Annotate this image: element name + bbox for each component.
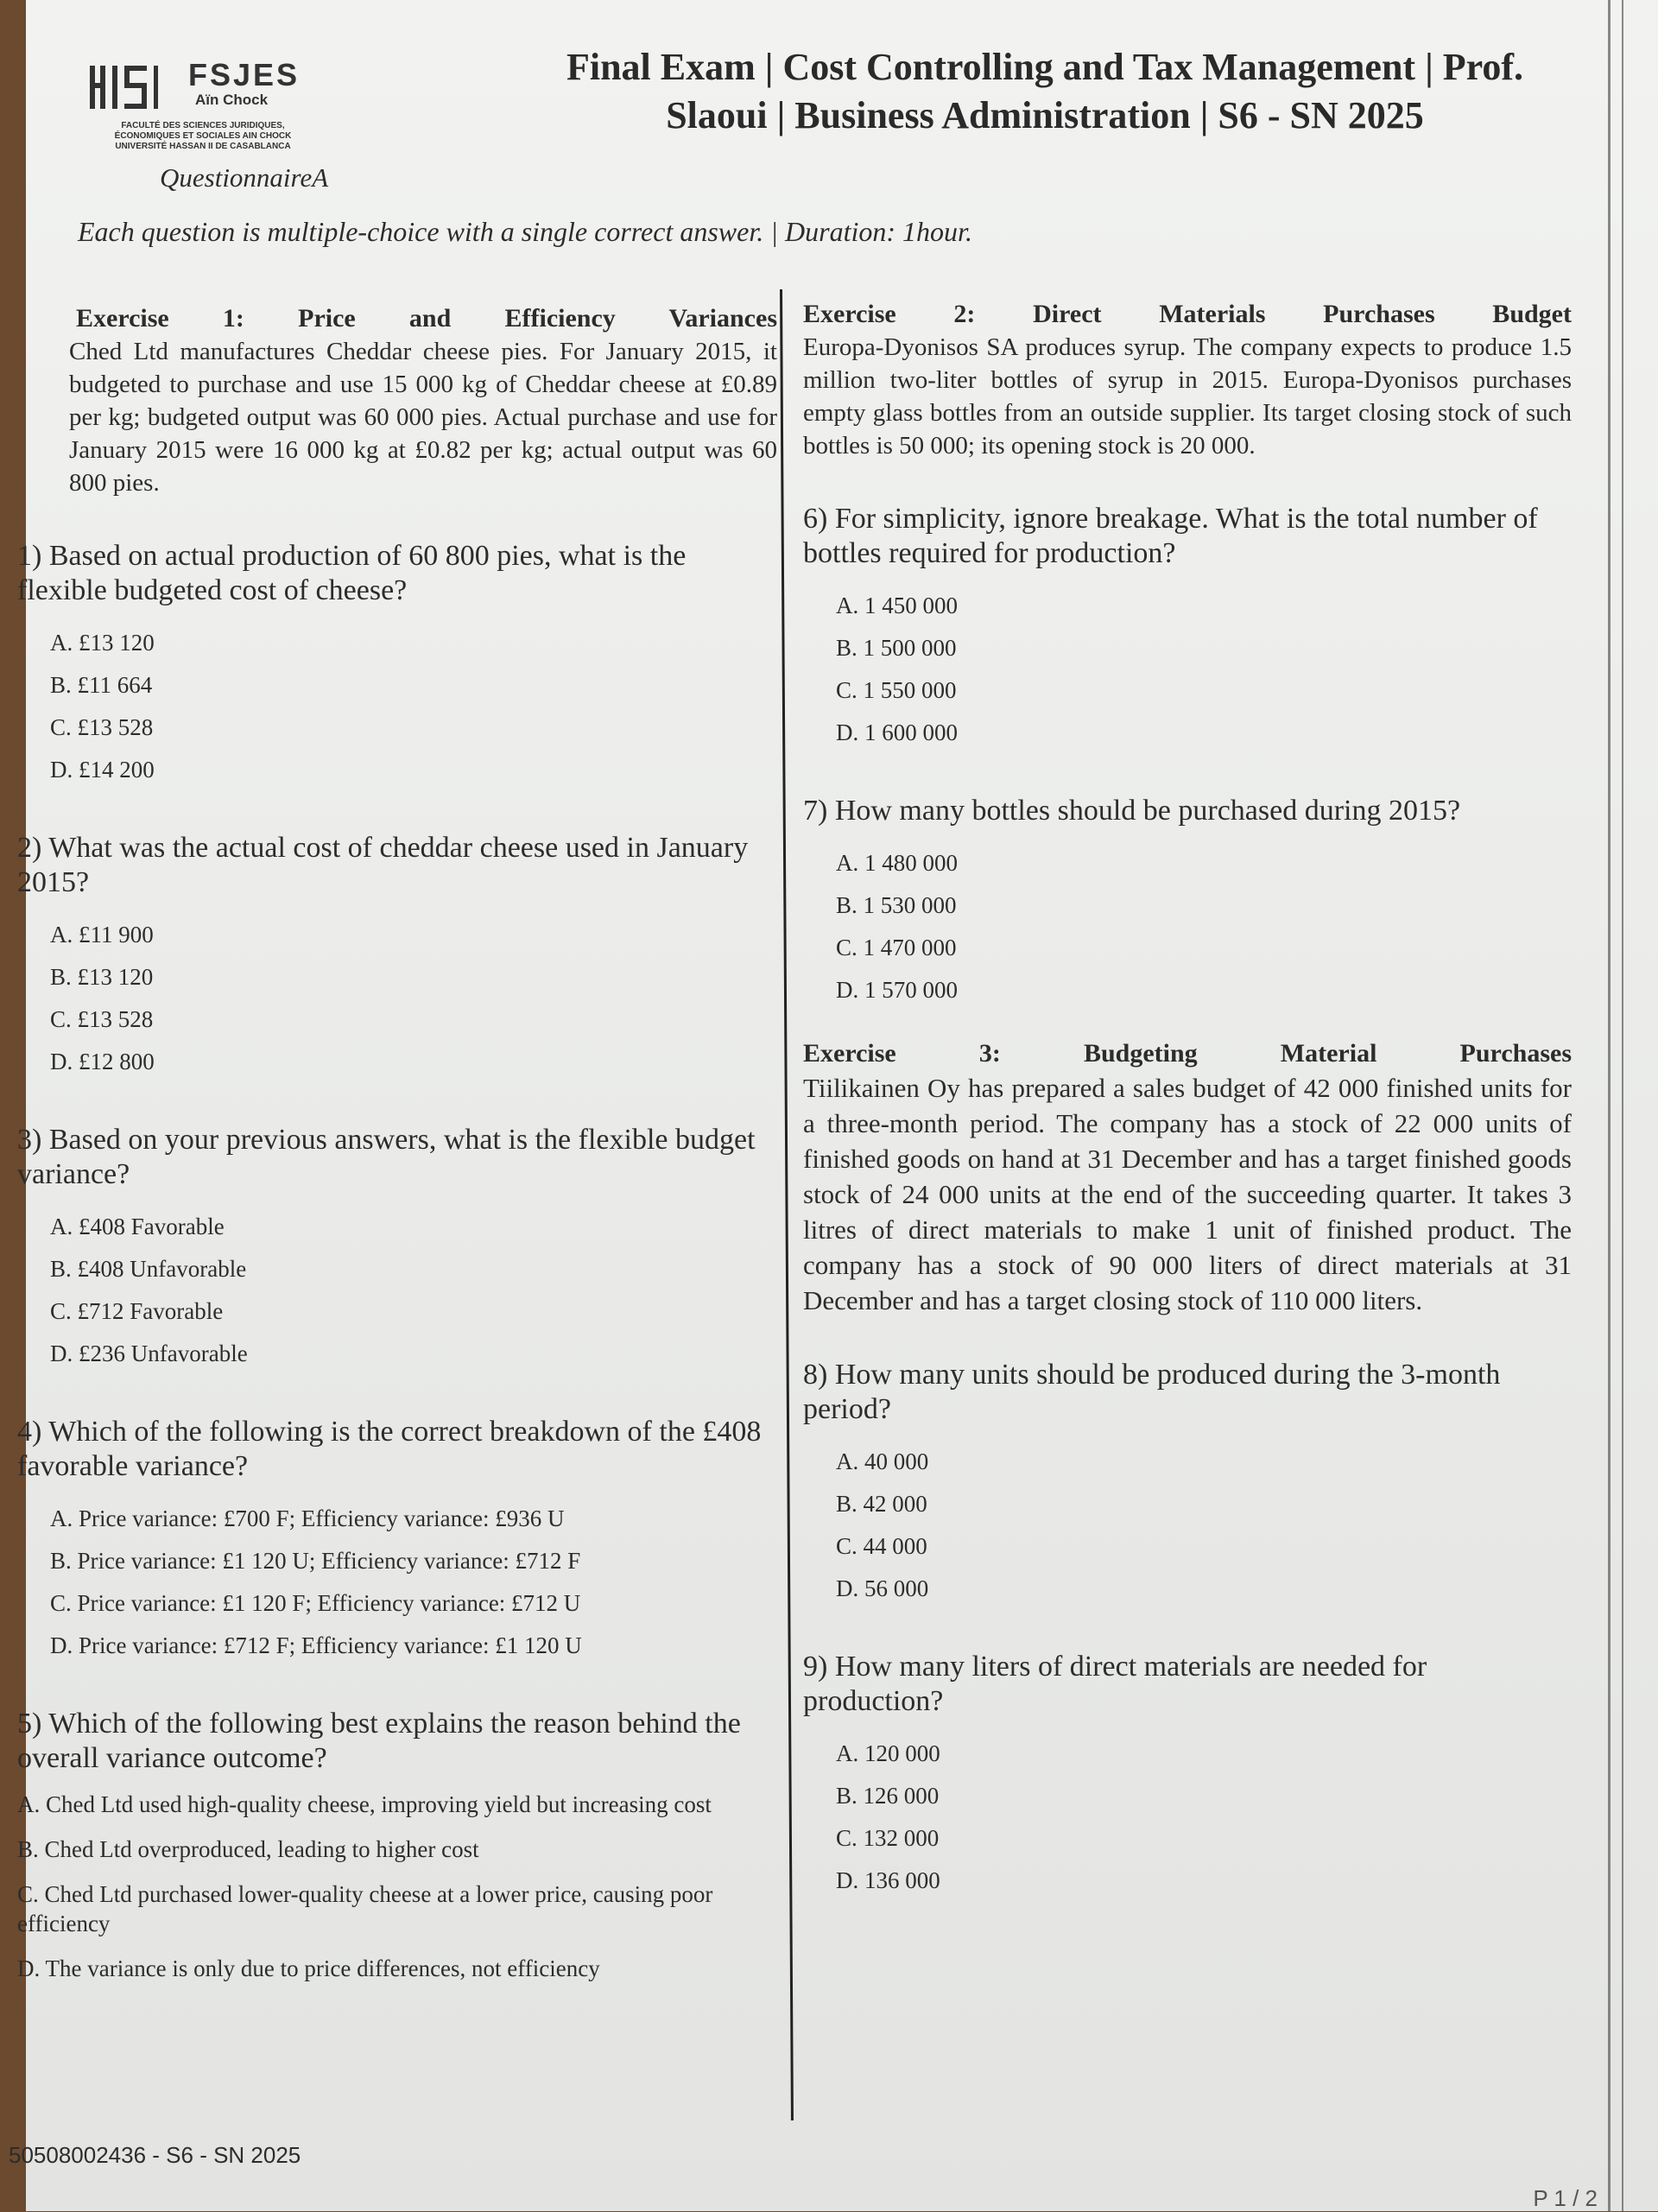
answer-option[interactable]: B. 42 000 [836,1491,927,1517]
question-text: 8) How many units should be produced during the 3-month period? [803,1359,1501,1425]
question-text: 7) How many bottles should be purchased during 2015? [803,795,1461,827]
logo-line: UNIVERSITÉ HASSAN II DE CASABLANCA [115,142,291,151]
answer-option[interactable]: A. 120 000 [836,1740,940,1766]
answer-option[interactable]: B. Ched Ltd overproduced, leading to higher cost [17,1836,479,1862]
answer-option[interactable]: D. Price variance: £712 F; Efficiency variance: £1 120 U [50,1632,582,1658]
exam-title [449,43,1641,140]
answer-option[interactable]: A. 1 480 000 [836,850,958,876]
answer-options [17,1498,777,1667]
answer-options [17,1790,777,1983]
answer-option[interactable]: C. 1 470 000 [836,935,957,960]
page-edge-line [1608,0,1611,2211]
question-text: 3) Based on your previous answers, what is the flexible budget variance? [17,1124,756,1190]
answer-option[interactable]: C. £712 Favorable [50,1298,224,1324]
answer-option[interactable]: B. 1 500 000 [836,635,957,661]
answer-option[interactable]: C. 1 550 000 [836,677,957,703]
question-list [17,539,777,1983]
exercise-text: Tiilikainen Oy has prepared a sales budget of 42 000 finished units for a three-month period. The company has a stock of 22 000 units of finished goods on hand at 31 December and has a target finished goods stock of 24 000 units at the end of the succeeding quarter. It takes 3 litres of direct materials to make 1 unit of finished product. The company has a stock of 90 000 liters of direct materials at 31 December and has a target closing stock of 110 000 liters. [803,1073,1572,1315]
answer-option[interactable]: D. £236 Unfavorable [50,1341,248,1366]
answer-options [803,1441,1572,1610]
answer-option[interactable]: A. 40 000 [836,1448,929,1474]
answer-option[interactable]: C. Price variance: £1 120 F; Efficiency variance: £712 U [50,1590,581,1616]
answer-option[interactable]: D. £14 200 [50,757,155,783]
question-text: 1) Based on actual production of 60 800 pies, what is the flexible budgeted cost of cheese? [17,540,687,606]
instructions: Each question is multiple-choice with a single correct answer. | Duration: 1hour. [78,216,972,247]
title-line: Slaoui | Business Administration | S6 - SN 2025 [666,94,1424,136]
answer-option[interactable]: D. £12 800 [50,1049,155,1074]
exam-code: 50508002436 - S6 - SN 2025 [9,2142,301,2168]
answer-option[interactable]: C. £13 528 [50,1006,154,1032]
page-number: P 1 / 2 [1533,2185,1598,2211]
question-text: 6) For simplicity, ignore breakage. What is the total number of bottles required for production? [803,503,1538,569]
faculty-logo [86,59,345,152]
questionnaire-label: QuestionnaireA [160,162,329,193]
answer-option[interactable]: A. Price variance: £700 F; Efficiency variance: £936 U [50,1505,565,1531]
exam-header [86,43,1623,199]
answer-option[interactable]: D. 1 600 000 [836,719,958,745]
answer-option[interactable]: A. 1 450 000 [836,593,958,618]
logo-line: ÉCONOMIQUES ET SOCIALES AIN CHOCK [114,131,292,141]
answer-options [17,1206,777,1375]
fsjes-emblem-icon [86,59,181,119]
logo-line: FACULTÉ DES SCIENCES JURIDIQUES, [121,121,285,130]
answer-option[interactable]: A. £13 120 [50,630,155,656]
answer-option[interactable]: D. 136 000 [836,1867,940,1893]
answer-option[interactable]: B. £408 Unfavorable [50,1256,247,1282]
answer-option[interactable]: D. 56 000 [836,1575,929,1601]
answer-option[interactable]: C. 44 000 [836,1533,927,1559]
logo-subtitle: Aïn Chock [195,92,269,108]
answer-option[interactable]: A. £11 900 [50,922,154,948]
exercise-title: Exercise 1: Price and Efficiency Variances [76,304,777,333]
answer-option[interactable]: C. 132 000 [836,1825,940,1851]
answer-options [803,1733,1572,1902]
exercise-text: Ched Ltd manufactures Cheddar cheese pies. For January 2015, it budgeted to purchase and use 15 000 kg of Cheddar cheese at £0.89 per kg; budgeted output was 60 000 pies. Actual purchase and use for January 2015 were 16 000 kg at £0.82 per kg; actual output was 60 800 pies. [69,338,777,497]
answer-option[interactable]: A. £408 Favorable [50,1214,225,1239]
answer-options [803,585,1572,754]
right-column [803,298,1572,1902]
answer-options [17,622,777,791]
title-line: Final Exam | Cost Controlling and Tax Management | Prof. [566,46,1524,88]
answer-option[interactable]: D. 1 570 000 [836,977,958,1003]
exercise-title: Exercise 3: Budgeting Material Purchases [803,1039,1572,1068]
answer-option[interactable]: B. £13 120 [50,964,154,990]
exercise-title: Exercise 2: Direct Materials Purchases Budget [803,300,1572,328]
answer-option[interactable]: C. £13 528 [50,714,154,740]
answer-option[interactable]: C. Ched Ltd purchased lower-quality cheese at a lower price, causing poor efficiency [17,1881,713,1936]
answer-option[interactable]: D. The variance is only due to price differences, not efficiency [17,1955,600,1981]
left-column [17,302,777,1999]
logo-acronym: FSJES [188,57,301,92]
question-list [803,1358,1572,1902]
question-text: 2) What was the actual cost of cheddar cheese used in January 2015? [17,832,749,898]
answer-options [17,914,777,1083]
answer-options [803,842,1572,1011]
answer-option[interactable]: B. 126 000 [836,1783,940,1809]
question-text: 5) Which of the following best explains the reason behind the overall variance outcome? [17,1708,741,1774]
answer-option[interactable]: B. Price variance: £1 120 U; Efficiency variance: £712 F [50,1548,581,1574]
page-edge-line [1622,0,1623,2211]
exercise-text: Europa-Dyonisos SA produces syrup. The company expects to produce 1.5 million two-liter bottles of syrup in 2015. Europa-Dyonisos purchases empty glass bottles from an outside supplier. Its target closing stock of such bottles is 50 000; its opening stock is 20 000. [803,333,1572,460]
answer-option[interactable]: B. 1 530 000 [836,892,957,918]
answer-option[interactable]: A. Ched Ltd used high-quality cheese, improving yield but increasing cost [17,1791,712,1817]
answer-option[interactable]: B. £11 664 [50,672,153,698]
question-text: 9) How many liters of direct materials are needed for production? [803,1651,1427,1717]
question-list [803,502,1572,1011]
question-text: 4) Which of the following is the correct breakdown of the £408 favorable variance? [17,1416,762,1482]
